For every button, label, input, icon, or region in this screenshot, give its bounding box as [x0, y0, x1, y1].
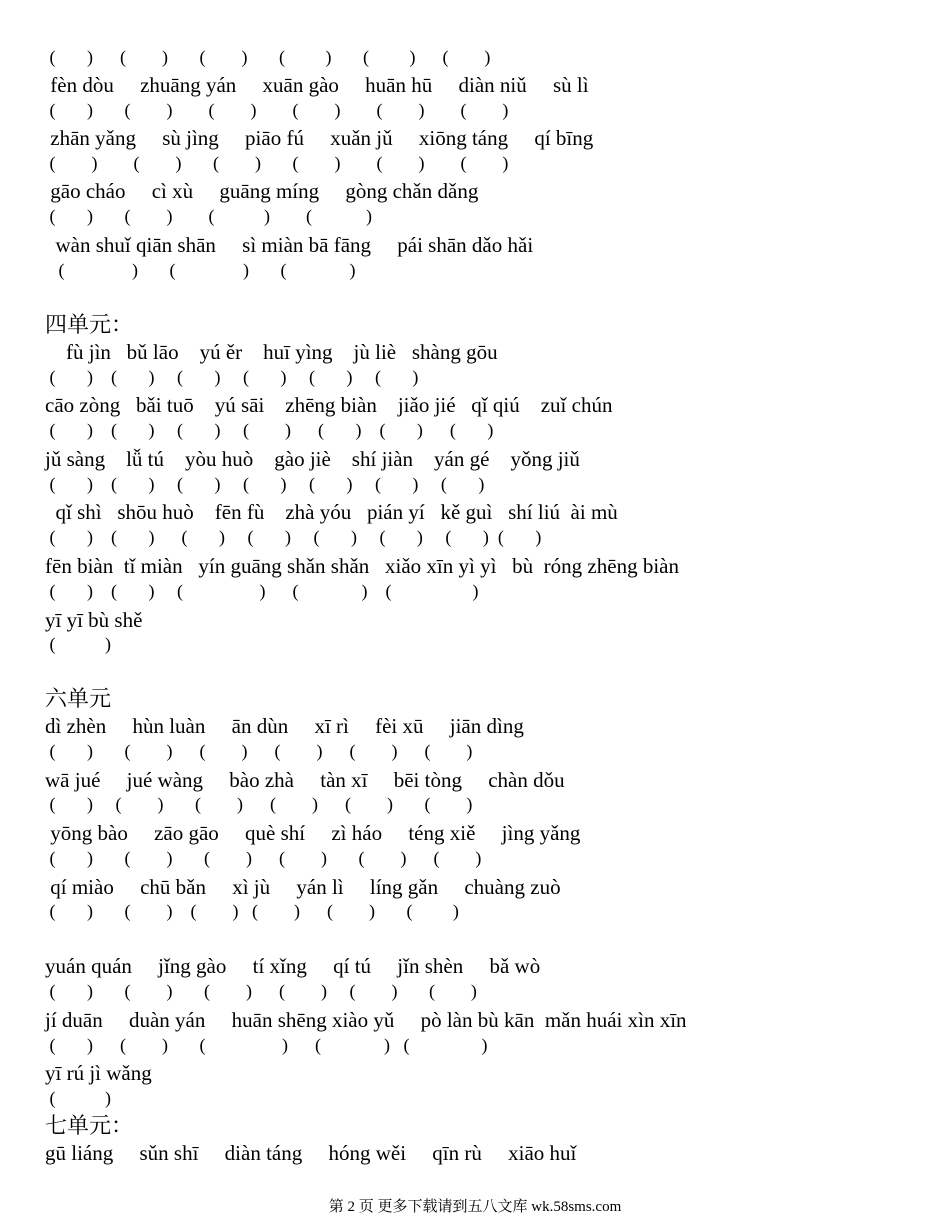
pinyin-row: gāo cháo cì xù guāng míng gòng chǎn dǎng	[45, 179, 479, 203]
answer-blanks-row: ( )	[45, 634, 111, 654]
pinyin-row: jí duān duàn yán huān shēng xiào yǔ pò làn bù kān mǎn huái xìn xīn	[45, 1008, 687, 1032]
pinyin-row: wā jué jué wàng bào zhà tàn xī bēi tòng chàn dǒu	[45, 768, 565, 792]
answer-blanks-row: ( ) ( ) ( ) ( ) ( ) ( )	[45, 848, 482, 868]
pinyin-row: jǔ sàng lǚ tú yòu huò gào jiè shí jiàn yán gé yǒng jiǔ	[45, 447, 580, 471]
pinyin-row: gū liáng sǔn shī diàn táng hóng wěi qīn rù xiāo huǐ	[45, 1141, 577, 1165]
unit-heading: 七单元：	[45, 1113, 134, 1138]
pinyin-row: qǐ shì shōu huò fēn fù zhà yóu pián yí kě guì shí liú ài mù	[45, 500, 618, 524]
pinyin-row: fēn biàn tǐ miàn yín guāng shǎn shǎn xiǎo xīn yì yì bù róng zhēng biàn	[45, 554, 679, 578]
pinyin-row: fù jìn bǔ lāo yú ěr huī yìng jù liè shàng gōu	[45, 340, 498, 364]
pinyin-row: fèn dòu zhuāng yán xuān gào huān hū diàn niǔ sù lì	[45, 73, 589, 97]
answer-blanks-row: ( ) ( ) ( ) ( ) ( ) ( )	[45, 981, 477, 1001]
pinyin-row: yī yī bù shě	[45, 608, 143, 632]
answer-blanks-row: ( ) ( ) ( ) ( ) ( ) ( ) ( )	[45, 474, 485, 494]
answer-blanks-row: ( ) ( ) ( ) ( ) ( ) ( ) ( )	[45, 420, 494, 440]
answer-blanks-row: ( ) ( ) ( ) ( ) ( ) ( )	[45, 100, 509, 120]
answer-blanks-row: ( ) ( ) ( ) ( ) ( ) ( )	[45, 47, 491, 67]
pinyin-row: qí miào chū bǎn xì jù yán lì líng gǎn chuàng zuò	[45, 875, 561, 899]
unit-heading: 四单元：	[45, 312, 134, 337]
answer-blanks-row: ( )	[45, 1088, 111, 1108]
pinyin-row: zhān yǎng sù jìng piāo fú xuǎn jǔ xiōng táng qí bīng	[45, 126, 594, 150]
pinyin-row: yōng bào zāo gāo què shí zì háo téng xiě jìng yǎng	[45, 821, 581, 845]
answer-blanks-row: ( ) ( ) ( ) ( )	[45, 206, 372, 226]
answer-blanks-row: ( ) ( ) ( ) ( ) ( )	[45, 581, 479, 601]
answer-blanks-row: ( ) ( ) ( ) ( ) ( ) ( )	[45, 794, 473, 814]
pinyin-row: dì zhèn hùn luàn ān dùn xī rì fèi xū jiān dìng	[45, 714, 524, 738]
pinyin-row: wàn shuǐ qiān shān sì miàn bā fāng pái shān dǎo hǎi	[45, 233, 534, 257]
page-footer: 第 2 页 更多下载请到五八文库 wk.58sms.com	[328, 1199, 622, 1215]
answer-blanks-row: ( ) ( ) ( ) ( ) ( ) ( )	[45, 901, 459, 921]
unit-heading: 六单元	[45, 686, 112, 711]
answer-blanks-row: ( ) ( ) ( ) ( ) ( ) ( )	[45, 153, 509, 173]
answer-blanks-row: ( ) ( ) ( ) ( ) ( ) ( ) ( ) ( )	[45, 527, 542, 547]
pinyin-row: yuán quán jǐng gào tí xǐng qí tú jǐn shèn bǎ wò	[45, 954, 541, 978]
pinyin-row: yī rú jì wǎng	[45, 1061, 152, 1085]
answer-blanks-row: ( ) ( ) ( ) ( ) ( )	[45, 1035, 488, 1055]
answer-blanks-row: ( ) ( ) ( )	[45, 260, 356, 280]
pinyin-row: cāo zòng bǎi tuō yú sāi zhēng biàn jiǎo jié qǐ qiú zuǐ chún	[45, 393, 613, 417]
answer-blanks-row: ( ) ( ) ( ) ( ) ( ) ( )	[45, 741, 473, 761]
answer-blanks-row: ( ) ( ) ( ) ( ) ( ) ( )	[45, 367, 419, 387]
